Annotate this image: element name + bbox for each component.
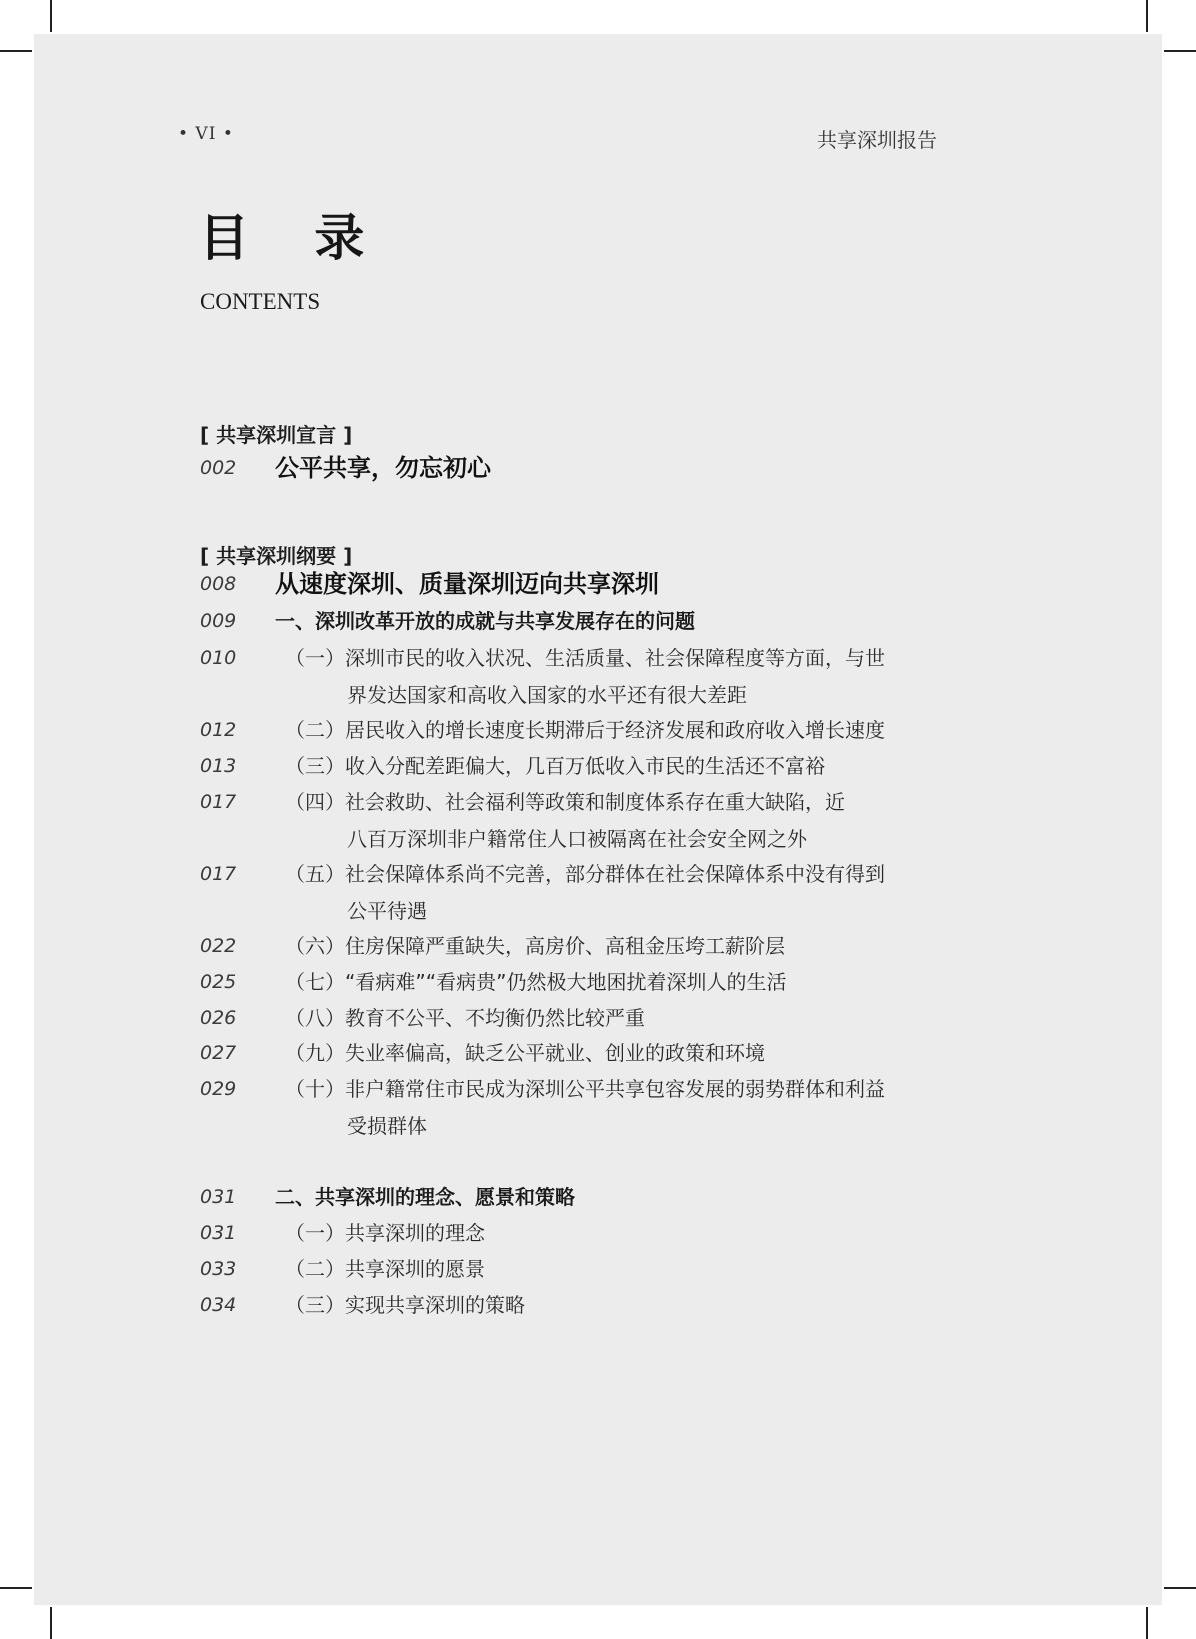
toc-item-marker: （九） (285, 1041, 345, 1065)
toc-entry-title-continued: 界发达国家和高收入国家的水平还有很大差距 (347, 683, 747, 707)
toc-item-marker: （五） (285, 862, 345, 886)
toc-page-number: 027 (200, 1042, 237, 1064)
toc-item-marker: （三） (285, 1293, 345, 1317)
running-head-title: 共享深圳报告 (817, 128, 937, 152)
toc-item-marker: （四） (285, 790, 345, 814)
toc-entry-title-continued: 公平待遇 (347, 899, 427, 923)
toc-item-marker: （十） (285, 1077, 345, 1101)
crop-mark (1146, 0, 1148, 32)
toc-entry-title: 共享深圳的理念 (345, 1221, 485, 1245)
toc-page-number: 034 (200, 1294, 237, 1316)
toc-section-label: [ 共享深圳纲要 ] (200, 544, 353, 568)
toc-page-number: 008 (200, 573, 237, 595)
toc-entry-title: 失业率偏高，缺乏公平就业、创业的政策和环境 (345, 1041, 765, 1065)
toc-item-marker: （三） (285, 754, 345, 778)
toc-entry-title: “看病难”“看病贵”仍然极大地困扰着深圳人的生活 (345, 970, 787, 994)
toc-item-marker: （二） (285, 1257, 345, 1281)
toc-page-number: 033 (200, 1258, 237, 1280)
toc-page-number: 017 (200, 863, 237, 885)
toc-entry[interactable] (200, 1251, 940, 1288)
page-number-marker: • VI • (178, 124, 234, 144)
toc-entry-title: 从速度深圳、质量深圳迈向共享深圳 (275, 570, 659, 598)
toc-page-number: 025 (200, 971, 237, 993)
toc-page-number: 026 (200, 1007, 237, 1029)
crop-mark (1164, 50, 1196, 52)
toc-item-marker: （二） (285, 718, 345, 742)
toc-entry-title: 住房保障严重缺失，高房价、高租金压垮工薪阶层 (345, 934, 785, 958)
toc-entry-title: 居民收入的增长速度长期滞后于经济发展和政府收入增长速度 (345, 718, 885, 742)
toc-item-marker: （八） (285, 1006, 345, 1030)
toc-item-marker: （一） (285, 646, 345, 670)
toc-subtitle: CONTENTS (200, 289, 321, 314)
toc-entry[interactable] (200, 748, 940, 785)
crop-mark (50, 0, 52, 32)
toc-entry-title: 共享深圳的愿景 (345, 1257, 485, 1281)
toc-entry-title-continued: 八百万深圳非户籍常住人口被隔离在社会安全网之外 (347, 827, 807, 851)
toc-page-number: 031 (200, 1186, 237, 1208)
toc-page-number: 029 (200, 1078, 237, 1100)
toc-page-number: 009 (200, 610, 237, 632)
toc-entry[interactable] (200, 566, 940, 603)
crop-mark (0, 50, 32, 52)
toc-entry[interactable] (200, 1000, 940, 1037)
toc-section-label: [ 共享深圳宣言 ] (200, 423, 353, 447)
toc-entry-title: 社会救助、社会福利等政策和制度体系存在重大缺陷，近 (345, 790, 845, 814)
toc-entry[interactable] (200, 640, 940, 714)
toc-entry-title: 教育不公平、不均衡仍然比较严重 (345, 1006, 645, 1030)
toc-entry-title: 公平共享，勿忘初心 (275, 454, 491, 482)
crop-mark (1146, 1607, 1148, 1639)
crop-mark (1164, 1587, 1196, 1589)
toc-entry-title: 收入分配差距偏大，几百万低收入市民的生活还不富裕 (345, 754, 825, 778)
toc-entry[interactable] (200, 856, 940, 930)
toc-entry-title: 二、共享深圳的理念、愿景和策略 (275, 1185, 575, 1209)
toc-page-number: 012 (200, 719, 237, 741)
crop-mark (0, 1587, 32, 1589)
toc-entry[interactable] (200, 603, 940, 640)
toc-page-number: 013 (200, 755, 237, 777)
toc-page-number: 002 (200, 457, 237, 479)
toc-entry[interactable] (200, 1287, 940, 1324)
toc-entry[interactable] (200, 450, 940, 487)
toc-page-number: 022 (200, 935, 237, 957)
toc-entry[interactable] (200, 1035, 940, 1072)
toc-entry[interactable] (200, 712, 940, 749)
toc-page-number: 017 (200, 791, 237, 813)
toc-page-number: 031 (200, 1222, 237, 1244)
toc-page-number: 010 (200, 647, 237, 669)
toc-entry[interactable] (200, 1071, 940, 1145)
toc-entry-title: 深圳市民的收入状况、生活质量、社会保障程度等方面，与世 (345, 646, 885, 670)
toc-entry-title-continued: 受损群体 (347, 1114, 427, 1138)
toc-entry[interactable] (200, 964, 940, 1001)
toc-entry[interactable] (200, 1179, 940, 1216)
crop-mark (50, 1607, 52, 1639)
toc-entry[interactable] (200, 1215, 940, 1252)
toc-item-marker: （六） (285, 934, 345, 958)
toc-item-marker: （七） (285, 970, 345, 994)
toc-entry[interactable] (200, 784, 940, 858)
toc-entry[interactable] (200, 928, 940, 965)
toc-title: 目 录 (199, 208, 389, 267)
toc-item-marker: （一） (285, 1221, 345, 1245)
toc-entry-title: 非户籍常住市民成为深圳公平共享包容发展的弱势群体和利益 (345, 1077, 885, 1101)
toc-entry-title: 一、深圳改革开放的成就与共享发展存在的问题 (275, 609, 695, 633)
toc-entry-title: 实现共享深圳的策略 (345, 1293, 525, 1317)
toc-entry-title: 社会保障体系尚不完善，部分群体在社会保障体系中没有得到 (345, 862, 885, 886)
